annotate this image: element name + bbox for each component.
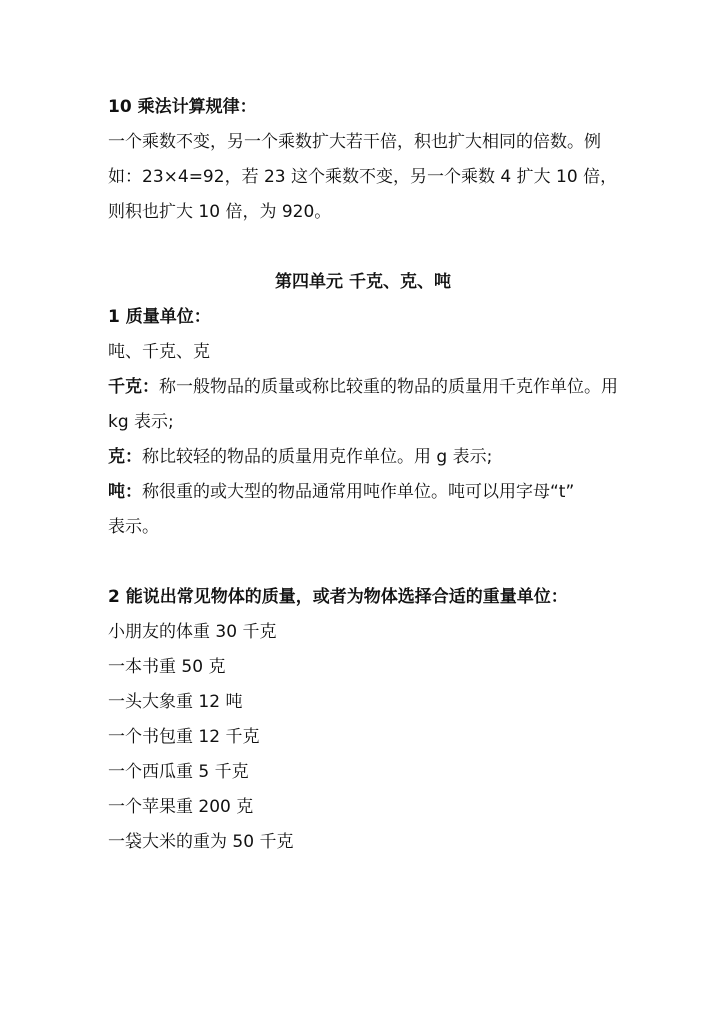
section-10-line-1: 一个乘数不变，另一个乘数扩大若干倍，积也扩大相同的倍数。例 [108, 132, 601, 152]
list-item: 一袋大米的重为 50 千克 [108, 832, 294, 852]
section-10-heading: 10 乘法计算规律： [108, 97, 257, 117]
kilogram-text-2: kg 表示; [108, 412, 174, 432]
kilogram-label: 千克： [108, 377, 159, 397]
ton-definition [108, 475, 618, 510]
document-page [108, 90, 618, 860]
list-item: 一本书重 50 克 [108, 657, 226, 677]
common-weights-heading: 2 能说出常见物体的质量，或者为物体选择合适的重量单位： [108, 587, 568, 607]
kilogram-definition [108, 370, 618, 405]
list-item: 小朋友的体重 30 千克 [108, 622, 277, 642]
ton-text-2: 表示。 [108, 517, 159, 537]
gram-definition [108, 440, 618, 475]
spacer [108, 230, 618, 265]
kilogram-text-1: 称一般物品的质量或称比较重的物品的质量用千克作单位。用 [159, 377, 618, 397]
spacer [108, 545, 618, 580]
ton-text-1: 称很重的或大型的物品通常用吨作单位。吨可以用字母“t” [142, 482, 575, 502]
list-item: 一头大象重 12 吨 [108, 692, 243, 712]
mass-units-heading: 1 质量单位： [108, 307, 211, 327]
gram-text: 称比较轻的物品的质量用克作单位。用 g 表示; [142, 447, 493, 467]
list-item: 一个苹果重 200 克 [108, 797, 254, 817]
unit-4-title: 第四单元 千克、克、吨 [275, 272, 451, 292]
mass-units-list: 吨、千克、克 [108, 342, 210, 362]
section-10-line-2: 如：23×4=92，若 23 这个乘数不变，另一个乘数 4 扩大 10 倍， [108, 167, 618, 187]
ton-label: 吨： [108, 482, 142, 502]
gram-label: 克： [108, 447, 142, 467]
list-item: 一个西瓜重 5 千克 [108, 762, 249, 782]
section-10-line-3: 则积也扩大 10 倍，为 920。 [108, 202, 332, 222]
list-item: 一个书包重 12 千克 [108, 727, 260, 747]
